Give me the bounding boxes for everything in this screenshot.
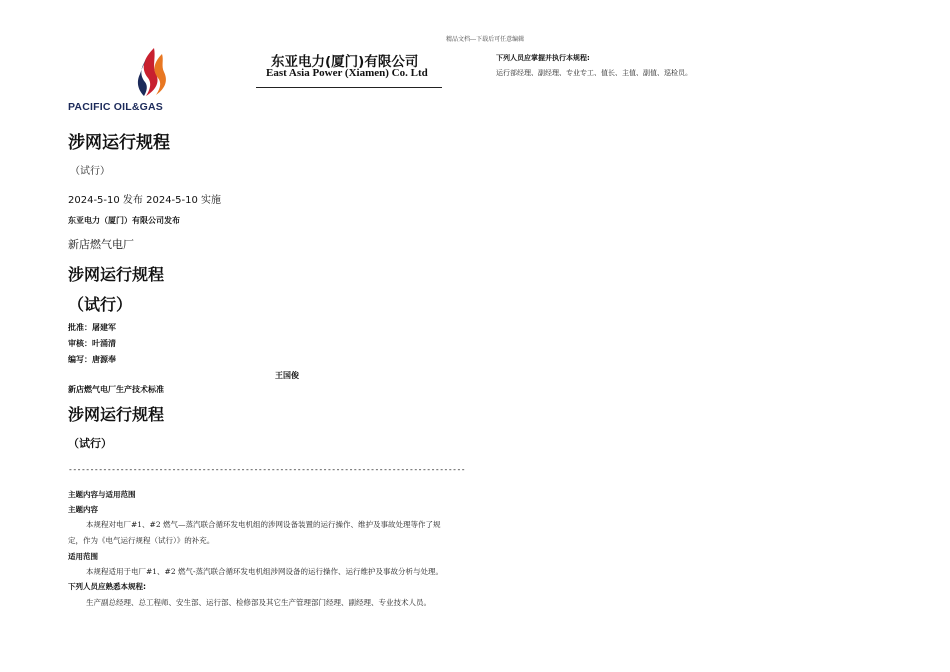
company-name-cn: 东亚电力(厦门)有限公司	[271, 54, 419, 70]
standard-line: 新店燃气电厂生产技术标准	[68, 385, 164, 394]
logo-wordmark: PACIFIC OIL&GAS	[68, 101, 163, 113]
personnel-heading: 下列人员应掌握并执行本规程:	[496, 54, 590, 62]
subject-paragraph-line-1: 本规程对电厂#1、#2 燃气—蒸汽联合循环发电机组的涉网设备装置的运行操作、维护及事故处理等作了规	[86, 520, 441, 529]
subject-paragraph-line-2: 定，作为《电气运行规程（试行）》的补充。	[68, 536, 215, 545]
cover-title-3: 涉网运行规程	[68, 405, 165, 424]
section-heading-subject: 主题内容	[68, 505, 98, 514]
section-heading-scope: 主题内容与适用范围	[68, 490, 136, 499]
compiler-line: 编写：唐源奉	[68, 355, 116, 364]
publisher-line: 东亚电力（厦门）有限公司发布	[68, 216, 180, 225]
dashed-divider: --------------------------------------------------------------------------------------------	[68, 465, 466, 474]
approver-line: 批准：屠建军	[68, 323, 116, 332]
watermark-text: 精品文档---下载后可任意编辑	[446, 36, 525, 43]
cover-subtitle-2: （试行）	[68, 295, 133, 314]
publish-dates: 2024-5-10 发布 2024-5-10 实施	[68, 195, 222, 206]
section-heading-familiar-personnel: 下列人员应熟悉本规程:	[68, 582, 146, 591]
company-name-en: East Asia Power (Xiamen) Co. Ltd	[266, 67, 428, 79]
reviewer-line: 审核：叶涌清	[68, 339, 116, 348]
header-rule	[256, 87, 442, 88]
cover-title: 涉网运行规程	[68, 133, 170, 153]
cover-subtitle: （试行）	[70, 166, 110, 177]
familiar-personnel-paragraph: 生产副总经理、总工程师、安生部、运行部、检修部及其它生产管理部门经理、副经理、专业技术人员。	[86, 598, 431, 607]
applicability-paragraph: 本规程适用于电厂#1、#2 燃气-蒸汽联合循环发电机组涉网设备的运行操作、运行维护及事故分析与处理。	[86, 567, 444, 576]
pacific-oil-gas-flame-icon	[134, 46, 174, 98]
plant-name: 新店燃气电厂	[68, 238, 134, 251]
personnel-list: 运行部经理、副经理、专业专工、值长、主值、副值、巡检员。	[496, 69, 692, 77]
cover-title-2: 涉网运行规程	[68, 265, 165, 284]
section-heading-applicability: 适用范围	[68, 552, 98, 561]
compiler-second-name: 王国俊	[275, 371, 299, 380]
cover-subtitle-3: （试行）	[68, 437, 112, 450]
